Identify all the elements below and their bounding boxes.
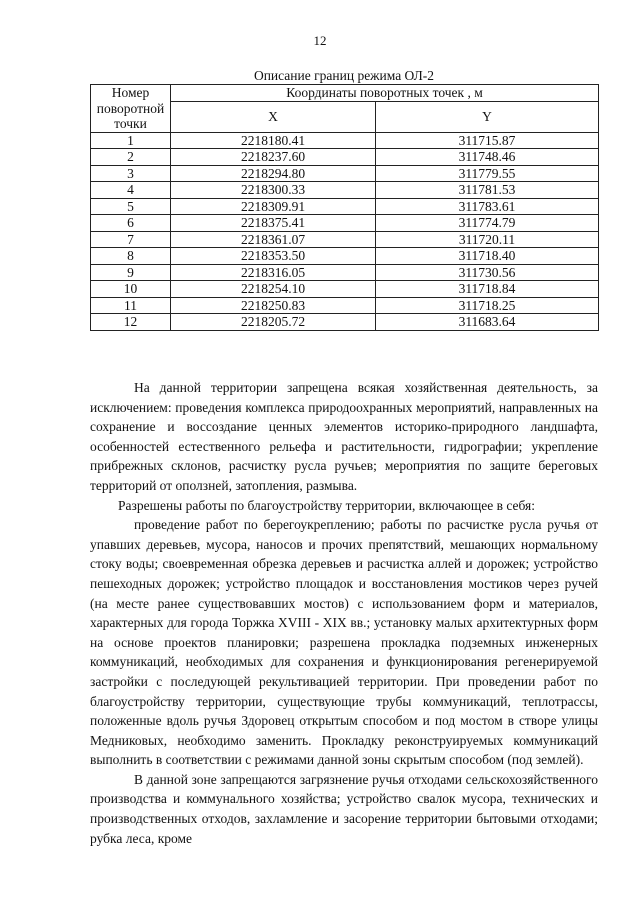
y-coordinate-cell: 311720.11 — [376, 231, 599, 248]
table-row — [91, 132, 599, 149]
page-number: 12 — [313, 33, 327, 48]
x-coordinate-cell: 2218375.41 — [171, 215, 376, 232]
x-coordinate-cell: 2218180.41 — [171, 132, 376, 149]
y-coordinate-cell: 311748.46 — [376, 149, 599, 166]
paragraph-prohibited-activity: На данной территории запрещена всякая хозяйственная деятельность, за исключением: проведения комплекса природоохранных мероприятий, направленных на сохранение и воссоздание ценных элементов историко-природного ландшафта, особенностей естественного рельефа и растительности, гидрографии; укрепление прибрежных склонов, расчистку русла ручьев; мероприятия по защите береговых территорий от оползней, затопления, размыва. — [90, 380, 598, 493]
y-coordinate-cell: 311718.25 — [376, 297, 599, 314]
y-coordinate-cell: 311718.40 — [376, 248, 599, 265]
x-coordinate-cell: 2218316.05 — [171, 264, 376, 281]
x-coordinate-cell: 2218237.60 — [171, 149, 376, 166]
x-coordinate-cell: 2218250.83 — [171, 297, 376, 314]
y-coordinate-cell: 311683.64 — [376, 314, 599, 331]
x-coordinate-cell: 2218361.07 — [171, 231, 376, 248]
coordinates-table — [90, 84, 599, 331]
y-coordinate-cell: 311781.53 — [376, 182, 599, 199]
x-coordinate-cell: 2218309.91 — [171, 198, 376, 215]
table-row — [91, 198, 599, 215]
x-column-header: X — [171, 101, 376, 132]
point-number-header-line2: поворотной — [96, 100, 165, 116]
y-coordinate-cell: 311730.56 — [376, 264, 599, 281]
table-row — [91, 165, 599, 182]
table-row — [91, 149, 599, 166]
point-number-header-line3: точки — [114, 116, 147, 131]
y-coordinate-cell: 311779.55 — [376, 165, 599, 182]
point-number-header-line1: Номер — [111, 85, 150, 100]
point-number-cell: 9 — [91, 264, 171, 281]
table-row — [91, 248, 599, 265]
point-number-cell: 8 — [91, 248, 171, 265]
x-coordinate-cell: 2218254.10 — [171, 281, 376, 298]
y-column-header: Y — [376, 101, 599, 132]
point-number-cell: 10 — [91, 281, 171, 298]
table-row — [91, 297, 599, 314]
point-number-cell: 6 — [91, 215, 171, 232]
table-caption: Описание границ режима ОЛ-2 — [253, 68, 435, 83]
y-coordinate-cell: 311783.61 — [376, 198, 599, 215]
table-row — [91, 182, 599, 199]
body-text — [90, 378, 598, 848]
paragraph-prohibitions: В данной зоне запрещаются загрязнение ручья отходами сельскохозяйственного производства и коммунального хозяйства; устройство свалок мусора, технических и производственных отходов, захламление и засорение территории бытовыми отходами; рубка леса, кроме — [90, 771, 598, 846]
y-coordinate-cell: 311774.79 — [376, 215, 599, 232]
table-row — [91, 231, 599, 248]
coordinates-header: Координаты поворотных точек , м — [171, 85, 599, 102]
x-coordinate-cell: 2218294.80 — [171, 165, 376, 182]
point-number-cell: 12 — [91, 314, 171, 331]
point-number-cell: 4 — [91, 182, 171, 199]
y-coordinate-cell: 311715.87 — [376, 132, 599, 149]
point-number-cell: 3 — [91, 165, 171, 182]
table-row — [91, 215, 599, 232]
point-number-header — [91, 85, 171, 133]
x-coordinate-cell: 2218205.72 — [171, 314, 376, 331]
paragraph-works-list: проведение работ по берегоукреплению; работы по расчистке русла ручья от упавших деревьев, мусора, наносов и прочих препятствий, мешающих нормальному стоку воды; своевременная обрезка деревьев и расчистка аллей и дорожек; устройство пешеходных дорожек; устройство площадок и восстановления мостиков через ручей (на месте ранее существовавших мостов) с использованием форм и материалов, характерных для города Торжка XVIII - XIX вв.; установку малых архитектурных форм на основе проектов планировки; разрешена прокладка подземных инженерных коммуникаций, необходимых для сохранения и функционирования регенерируемой застройки с последующей рекультивацией территории. При проведении работ по благоустройству территории, существующие трубы коммуникаций, теплотрассы, положенные вдоль ручья Здоровец открытым способом и под мостом в створе улицы Медниковых, необходимо заменить. Прокладку реконструируемых коммуникаций выполнить в соответствии с режимами данной зоны скрытым способом (под землей). — [90, 517, 598, 768]
table-row — [91, 281, 599, 298]
point-number-cell: 11 — [91, 297, 171, 314]
table-row — [91, 264, 599, 281]
x-coordinate-cell: 2218300.33 — [171, 182, 376, 199]
paragraph-permitted-works: Разрешены работы по благоустройству территории, включающее в себя: — [118, 497, 535, 513]
table-row — [91, 314, 599, 331]
point-number-cell: 7 — [91, 231, 171, 248]
point-number-cell: 2 — [91, 149, 171, 166]
x-coordinate-cell: 2218353.50 — [171, 248, 376, 265]
y-coordinate-cell: 311718.84 — [376, 281, 599, 298]
coordinates-table-body — [91, 132, 599, 330]
point-number-cell: 5 — [91, 198, 171, 215]
point-number-cell: 1 — [91, 132, 171, 149]
